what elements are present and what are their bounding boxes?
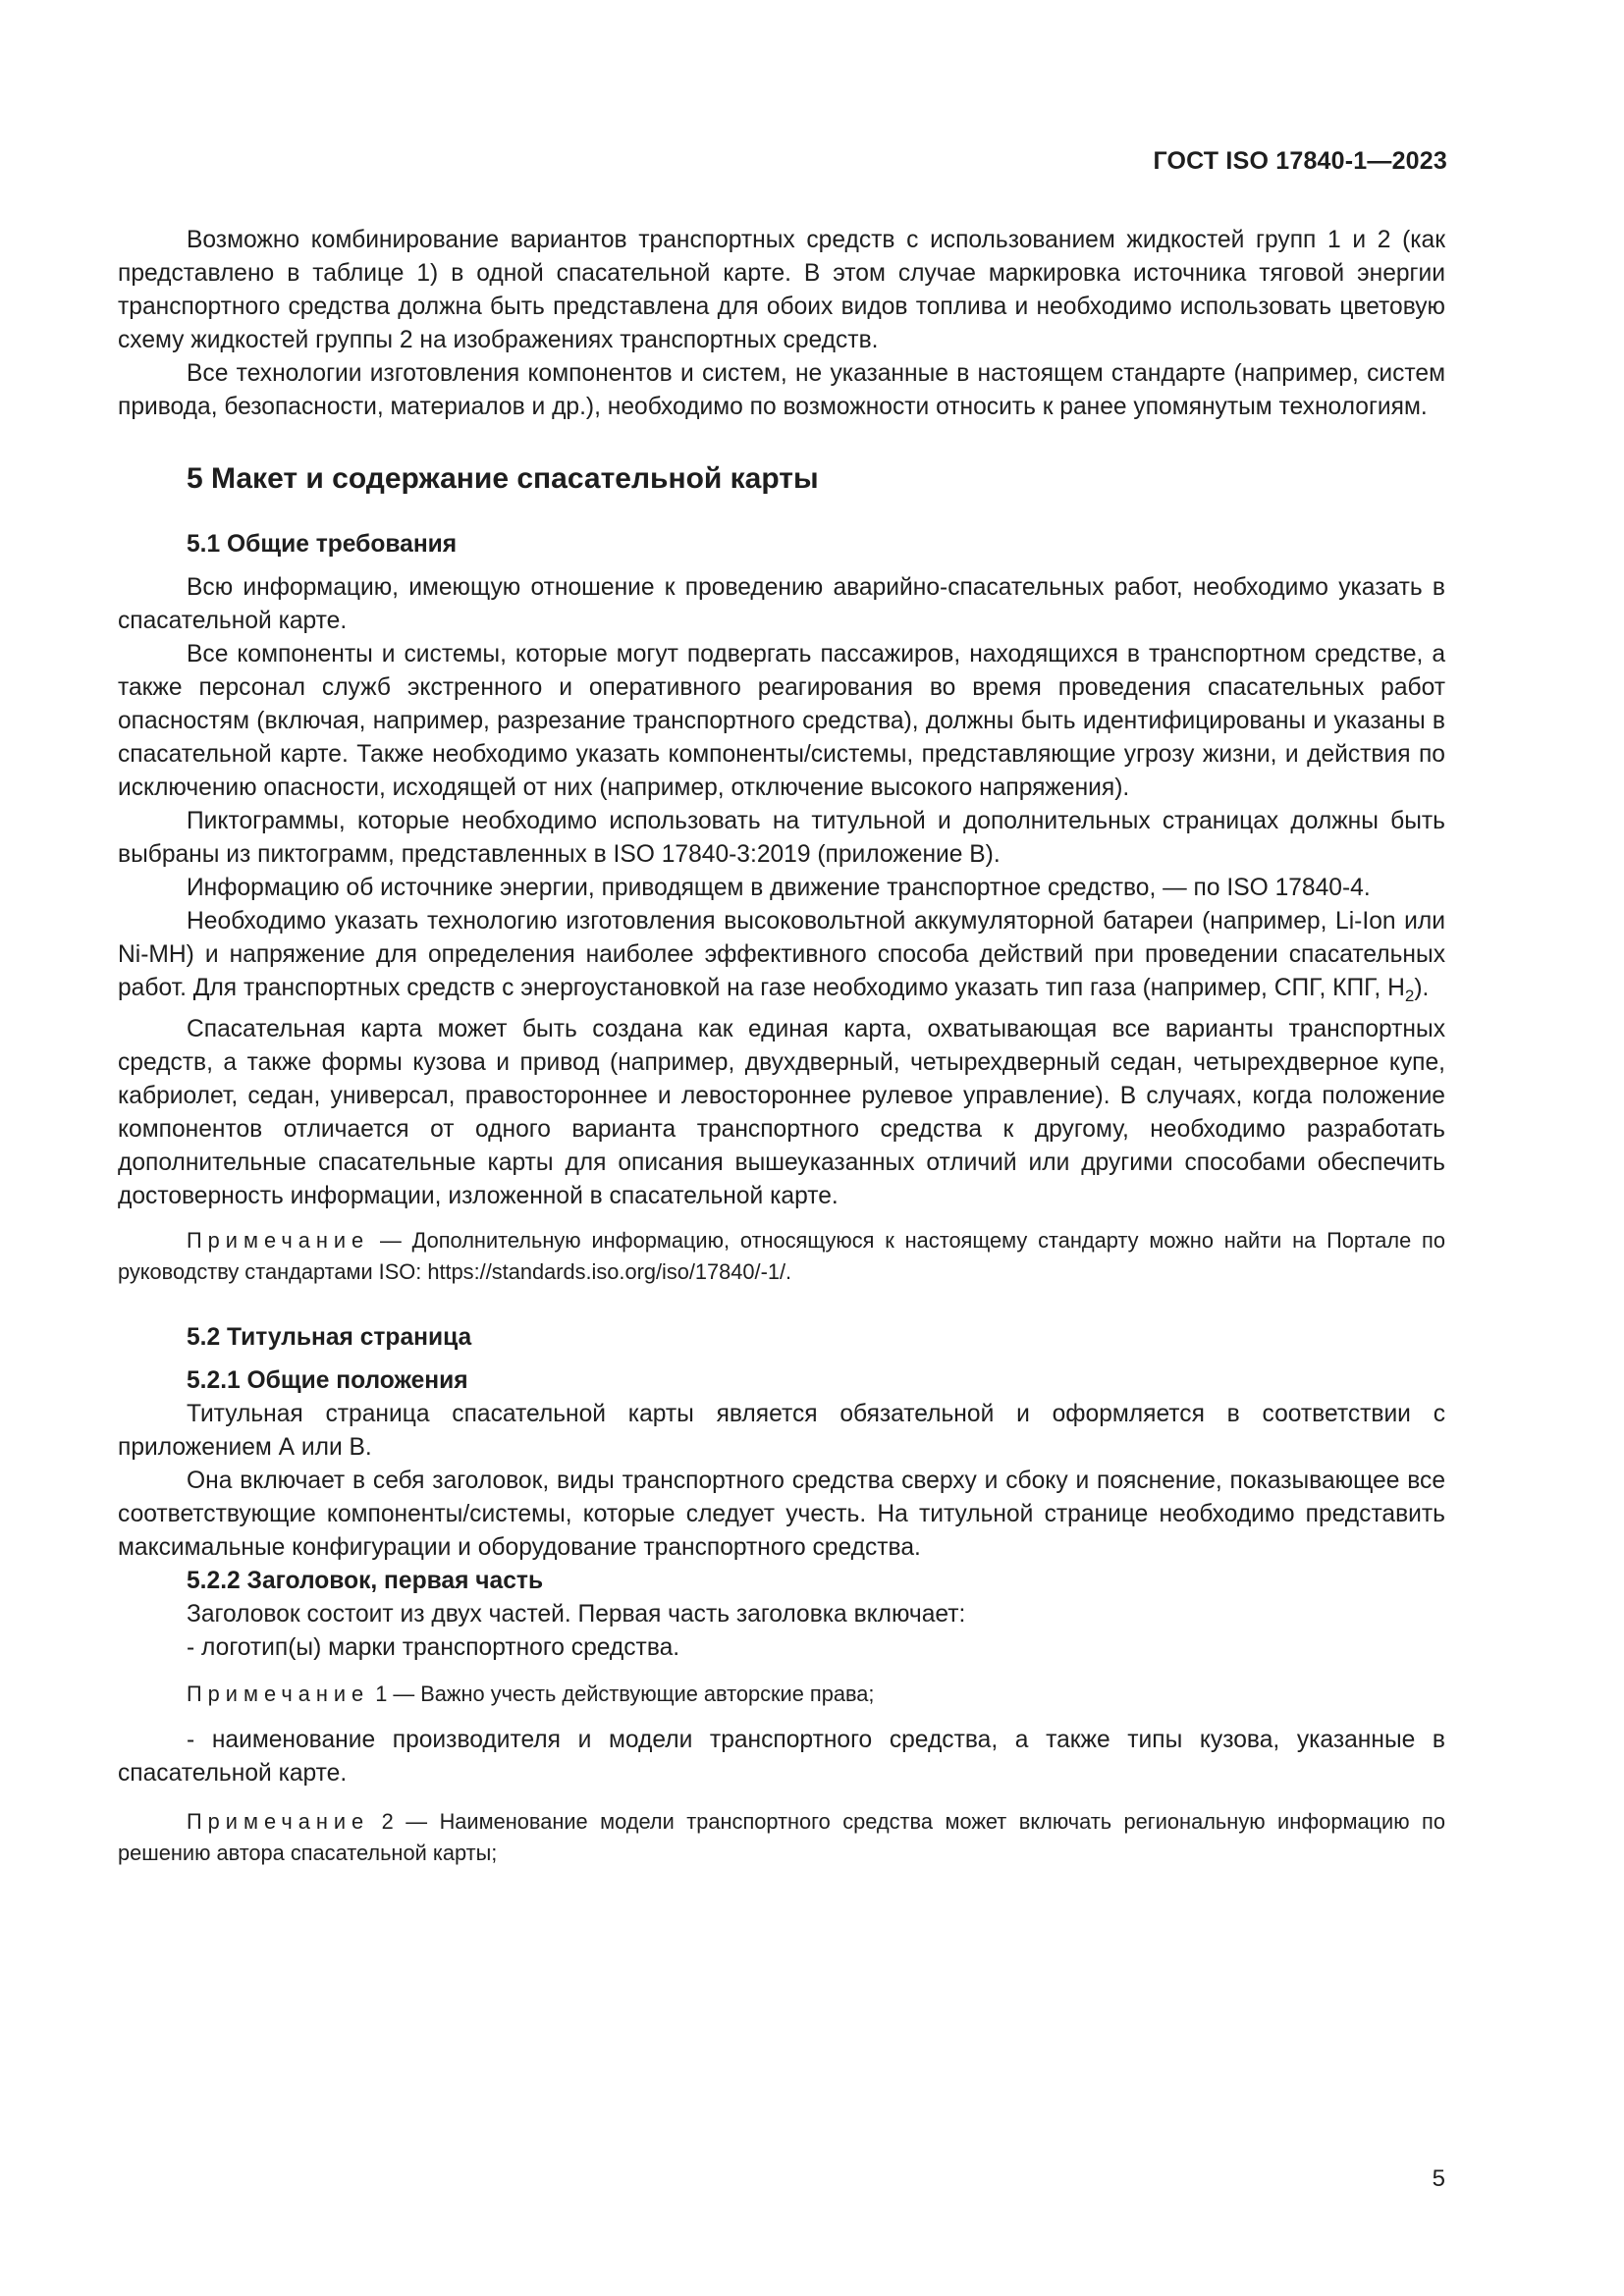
list-item-manufacturer: - наименование производителя и модели транспортного средства, а также типы кузова, указанные в спасательной карте. xyxy=(118,1726,1445,1787)
intro-paragraph-1: Возможно комбинирование вариантов транспортных средств с использованием жидкостей групп 1 и 2 (как представлено в таблице 1) в одной спасательной карте. В этом случае маркировка источника тяговой энергии транспортного средства должна быть представлена для обоих видов топлива и необходимо использовать цветовую схему жидкостей группы 2 на изображениях транспортных средств. xyxy=(118,227,1445,353)
section-5-2-1-heading: 5.2.1 Общие положения xyxy=(187,1366,468,1394)
document-body xyxy=(118,224,1445,1869)
section-5-2-2-heading: 5.2.2 Заголовок, первая часть xyxy=(187,1567,544,1594)
paragraph-5-text: Необходимо указать технологию изготовления высоковольтной аккумуляторной батареи (например, Li-Ion или Ni-MH) и напряжение для определения наиболее эффективного способа действий при проведении спасательных работ. Для транспортных средств с энергоустановкой на газе необходимо указать тип газа (например, СПГ, КПГ, H xyxy=(118,908,1445,1001)
section-5-1-paragraph-5 xyxy=(118,905,1445,1013)
section-5-2-1-paragraph-2: Она включает в себя заголовок, виды транспортного средства сверху и сбоку и пояснение, показывающее все соответствующие компоненты/системы, которые следует учесть. На титульной странице необходимо представить максимальные конфигурации и оборудование транспортного средства. xyxy=(118,1467,1445,1561)
page-number: 5 xyxy=(1432,2165,1445,2192)
section-5-1-note xyxy=(118,1225,1445,1288)
note-label: Примечание xyxy=(187,1227,370,1253)
section-5-1-paragraph-2: Все компоненты и системы, которые могут подвергать пассажиров, находящихся в транспортном средстве, а также персонал служб экстренного и оперативного реагирования во время проведения спасательных работ опасностям (включая, например, разрезание транспортного средства), должны быть идентифицированы и указаны в спасательной карте. Также необходимо указать компоненты/системы, представляющие угрозу жизни, и действия по исключению опасности, исходящей от них (например, отключение высокого напряжения). xyxy=(118,641,1445,801)
section-5-2-2-paragraph-1: Заголовок состоит из двух частей. Первая часть заголовка включает: xyxy=(187,1600,966,1628)
note-label: Примечание xyxy=(187,1808,370,1834)
document-header: ГОСТ ISO 17840-1—2023 xyxy=(1153,147,1447,175)
section-5-2-1-paragraph-1: Титульная страница спасательной карты является обязательной и оформляется в соответствии с приложением А или В. xyxy=(118,1400,1445,1461)
hydrogen-subscript: 2 xyxy=(1404,986,1415,1005)
section-5-1-heading: 5.1 Общие требования xyxy=(187,531,458,558)
section-5-2-2-note-2 xyxy=(118,1806,1445,1869)
section-5-1-paragraph-1: Всю информацию, имеющую отношение к проведению аварийно-спасательных работ, необходимо указать в спасательной карте. xyxy=(118,574,1445,634)
paragraph-5-tail: ). xyxy=(1414,975,1430,1001)
note-text: — Дополнительную информацию, относящуюся к настоящему стандарту можно найти на Портале по руководству стандартами ISO: https://standards.iso.org/iso/17840/-1/. xyxy=(118,1227,1445,1284)
section-5-2-2-note-1 xyxy=(118,1679,1445,1710)
note-label: Примечание xyxy=(187,1681,370,1706)
note-text: 1 — Важно учесть действующие авторские права; xyxy=(369,1681,875,1706)
section-5-1-paragraph-3: Пиктограммы, которые необходимо использовать на титульной и дополнительных страницах должны быть выбраны из пиктограмм, представленных в ISO 17840-3:2019 (приложение В). xyxy=(118,808,1445,868)
intro-paragraph-2: Все технологии изготовления компонентов и систем, не указанные в настоящем стандарте (например, систем привода, безопасности, материалов и др.), необходимо по возможности относить к ранее упомянутым технологиям. xyxy=(118,360,1445,420)
section-5-heading: 5 Макет и содержание спасательной карты xyxy=(187,462,819,495)
note-text: 2 — Наименование модели транспортного средства может включать региональную информацию по решению автора спасательной карты; xyxy=(118,1808,1445,1865)
section-5-1-paragraph-4: Информацию об источнике энергии, приводящем в движение транспортное средство, — по ISO 17840-4. xyxy=(187,875,1371,901)
section-5-1-paragraph-6: Спасательная карта может быть создана как единая карта, охватывающая все варианты транспортных средств, а также формы кузова и привод (например, двухдверный, четырехдверный седан, четырехдверное купе, кабриолет, седан, универсал, правостороннее и левостороннее рулевое управление). В случаях, когда положение компонентов отличается от одного варианта транспортного средства к другому, необходимо разработать дополнительные спасательные карты для описания вышеуказанных отличий или другими способами обеспечить достоверность информации, изложенной в спасательной карте. xyxy=(118,1015,1445,1209)
list-item-logo: - логотип(ы) марки транспортного средства. xyxy=(187,1633,680,1661)
section-5-2-heading: 5.2 Титульная страница xyxy=(187,1323,472,1351)
